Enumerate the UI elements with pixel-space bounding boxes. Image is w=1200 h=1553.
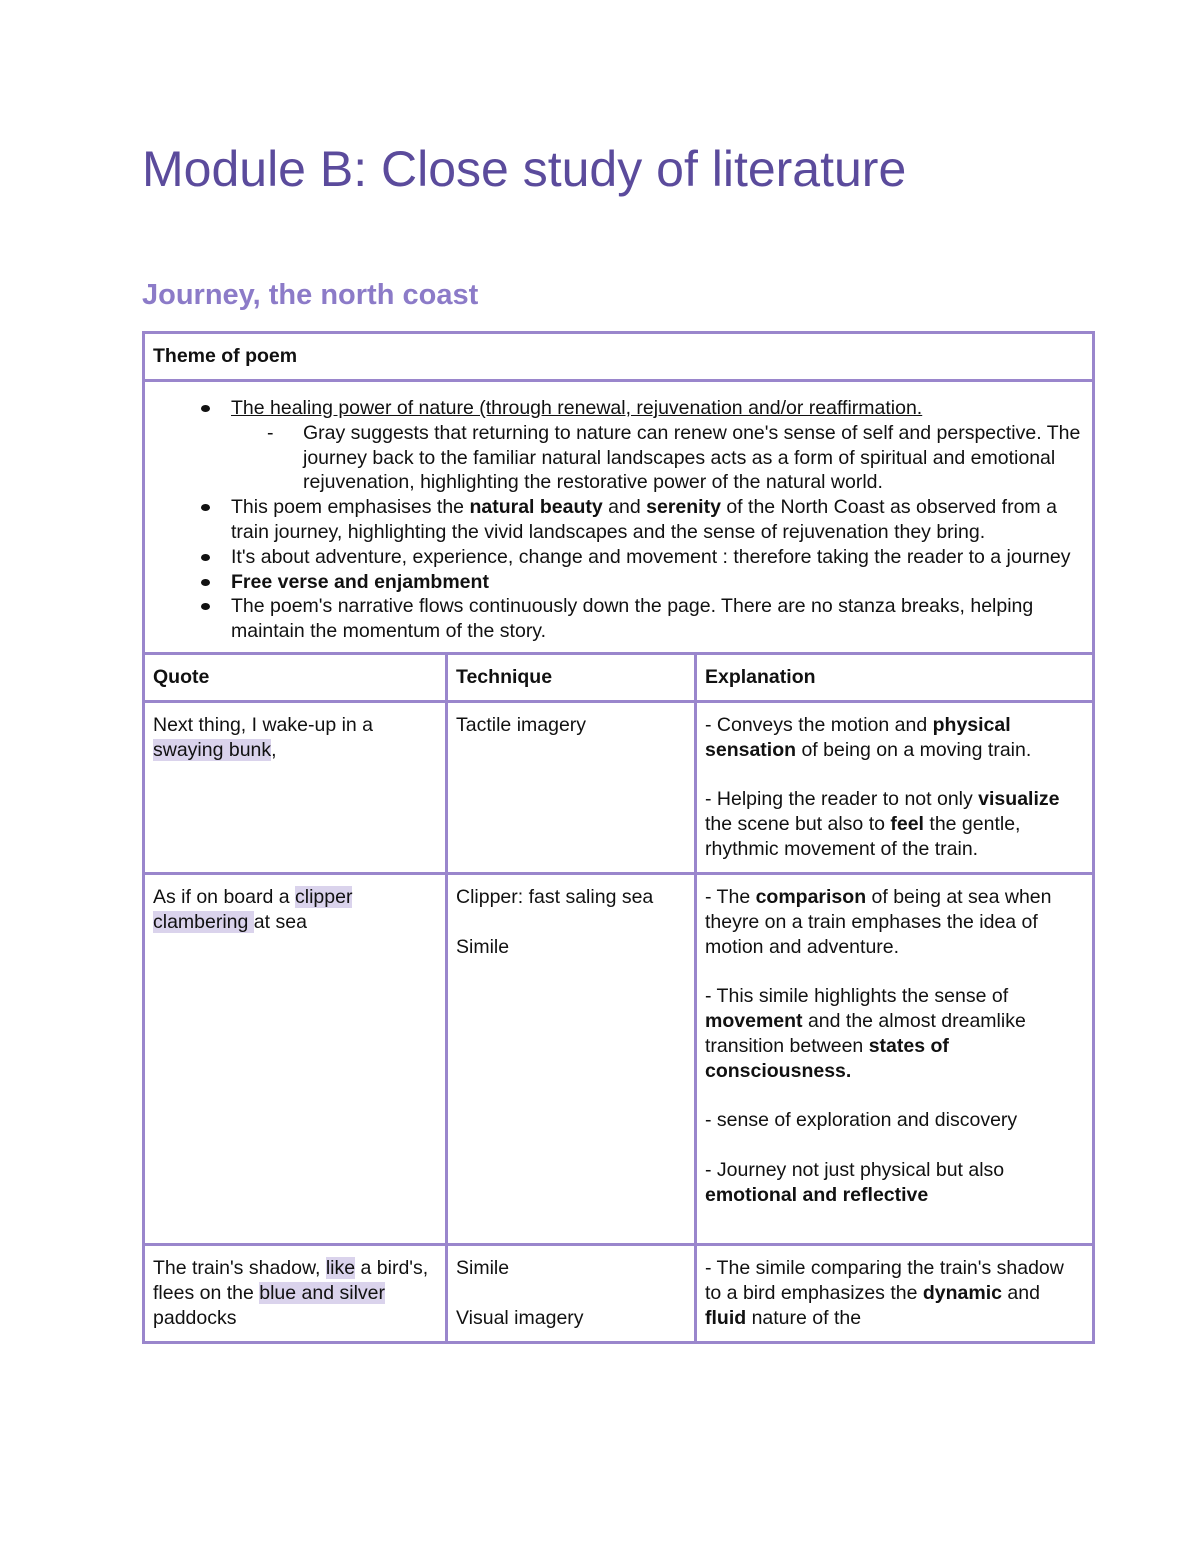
highlighted-text: clipper clambering bbox=[153, 885, 353, 933]
paragraph bbox=[705, 984, 1084, 1083]
text: of the North Coast as observed from a train journey, highlighting the vivid landscapes and the sense of rejuvenation they bring. bbox=[231, 496, 1057, 543]
bold-text: natural beauty bbox=[469, 496, 603, 519]
bold-text: movement bbox=[705, 1009, 803, 1032]
text: - Journey not just physical but also bbox=[705, 1158, 1005, 1181]
technique-cell bbox=[448, 1246, 694, 1340]
bold-text: emotional and reflective bbox=[705, 1183, 929, 1206]
list-item bbox=[231, 594, 1084, 644]
text: - This simile highlights the sense of bbox=[705, 985, 1009, 1008]
healing-detail: Gray suggests that returning to nature can renew one's sense of self and perspective. The journey back to the familiar natural landscapes acts as a form of spiritual and emotional rejuvenation, highlighting the restorative power of the natural world. bbox=[303, 421, 1081, 494]
text: of being on a moving train. bbox=[796, 738, 1032, 761]
text: - sense of exploration and discovery bbox=[705, 1109, 1018, 1132]
text: the scene but also to bbox=[705, 813, 891, 836]
explanation-cell bbox=[697, 1246, 1092, 1340]
text: - Conveys the motion and bbox=[705, 713, 933, 736]
text: It's about adventure, experience, change and movement : therefore taking the reader to a journey bbox=[231, 545, 1071, 568]
text: Next thing, I wake-up in a bbox=[153, 713, 374, 736]
text: paddocks bbox=[153, 1306, 237, 1329]
column-header-explanation: Explanation bbox=[705, 665, 816, 688]
text: nature of the bbox=[746, 1306, 862, 1329]
theme-body-row bbox=[144, 381, 1094, 654]
theme-header: Theme of poem bbox=[153, 345, 298, 367]
paragraph: Clipper: fast saling sea bbox=[456, 885, 654, 908]
bold-text: serenity bbox=[646, 496, 721, 519]
paragraph bbox=[705, 713, 1084, 763]
paragraph: Simile bbox=[456, 935, 510, 958]
bold-text: feel bbox=[890, 813, 924, 836]
table-row bbox=[144, 1244, 1094, 1342]
theme-list bbox=[153, 396, 1084, 644]
paragraph bbox=[705, 1256, 1084, 1330]
list-item bbox=[303, 421, 1084, 495]
bold-text: states of consciousness. bbox=[705, 1034, 949, 1082]
paragraph bbox=[705, 1108, 1084, 1133]
text: the gentle, rhythmic movement of the train. bbox=[705, 813, 1021, 860]
highlighted-text: swaying bunk bbox=[153, 738, 272, 761]
text: As if on board a bbox=[153, 885, 296, 908]
column-header-quote: Quote bbox=[153, 665, 210, 688]
text: Tactile imagery bbox=[456, 713, 587, 736]
theme-sublist bbox=[231, 421, 1084, 495]
text: at sea bbox=[253, 910, 307, 933]
healing-heading: The healing power of nature (through renewal, rejuvenation and/or reaffirmation. bbox=[231, 397, 923, 419]
text: and bbox=[602, 496, 647, 519]
quote-cell bbox=[145, 875, 445, 945]
explanation-cell bbox=[697, 875, 1092, 1217]
text: a bird's, flees on the bbox=[153, 1256, 429, 1304]
text: - The bbox=[705, 885, 756, 908]
paragraph bbox=[705, 787, 1084, 861]
text: , bbox=[271, 738, 277, 761]
highlighted-text: like bbox=[325, 1256, 356, 1279]
text: of being at sea when theyre on a train emphases the idea of motion and adventure. bbox=[705, 885, 1052, 958]
list-item bbox=[231, 570, 1084, 595]
text: - The simile comparing the train's shadow to a bird emphasizes the bbox=[705, 1256, 1064, 1304]
table-row bbox=[144, 873, 1094, 1244]
notes-table bbox=[142, 331, 1095, 1344]
technique-cell bbox=[448, 703, 694, 748]
bold-text: fluid bbox=[705, 1306, 747, 1329]
text: and the almost dreamlike transition between bbox=[705, 1009, 1026, 1057]
quote-cell bbox=[145, 1246, 445, 1340]
paragraph: Simile bbox=[456, 1256, 510, 1279]
list-item bbox=[231, 545, 1084, 570]
bold-text: Free verse and enjambment bbox=[231, 570, 489, 593]
bold-text: visualize bbox=[978, 788, 1060, 811]
text: The poem's narrative flows continuously down the page. There are no stanza breaks, helping maintain the momentum of the story. bbox=[231, 595, 1034, 643]
column-header-technique: Technique bbox=[456, 665, 553, 688]
explanation-cell bbox=[697, 703, 1092, 872]
text: The train's shadow, bbox=[153, 1256, 326, 1279]
section-title: Journey, the north coast bbox=[142, 279, 479, 311]
bold-text: physical sensation bbox=[705, 713, 1011, 761]
bold-text: dynamic bbox=[922, 1281, 1002, 1304]
paragraph bbox=[705, 885, 1084, 959]
highlighted-text: blue and silver bbox=[259, 1281, 385, 1304]
page-title: Module B: Close study of literature bbox=[142, 141, 907, 197]
technique-cell bbox=[448, 875, 694, 969]
text: This poem emphasises the bbox=[231, 496, 470, 519]
column-header-row bbox=[144, 653, 1094, 701]
text: - Helping the reader to not only bbox=[705, 788, 979, 811]
theme-header-row bbox=[144, 333, 1094, 381]
paragraph: Visual imagery bbox=[456, 1306, 584, 1329]
list-item bbox=[231, 396, 1084, 495]
bold-text: comparison bbox=[755, 885, 867, 908]
text: and bbox=[1002, 1281, 1040, 1304]
table-row bbox=[144, 701, 1094, 873]
quote-cell bbox=[145, 703, 445, 773]
paragraph bbox=[705, 1158, 1084, 1208]
list-item bbox=[231, 495, 1084, 545]
